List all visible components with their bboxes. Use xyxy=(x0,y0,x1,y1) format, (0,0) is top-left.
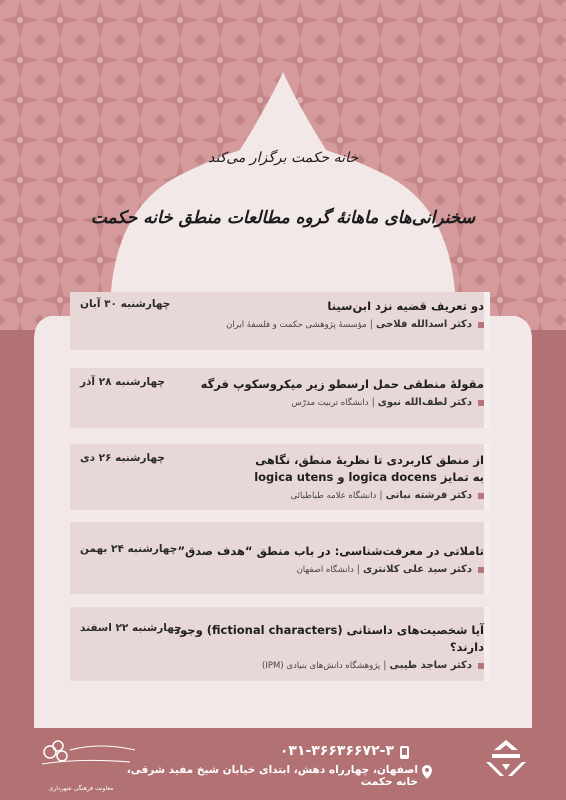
event-speaker: دکتر اسدالله فلاحی|مؤسسهٔ پژوهشی حکمت و فلسفهٔ ایران xyxy=(74,319,492,330)
speaker-affiliation: دانشگاه علامه طباطبائی xyxy=(290,491,377,501)
bullet-square-icon xyxy=(478,322,484,328)
speaker-affiliation: دانشگاه اصفهان xyxy=(296,565,354,575)
event-card-3 xyxy=(74,452,492,501)
event-speaker: دکتر ساجد طیبی|پژوهشگاه دانش‌های بنیادی (IPM) xyxy=(74,660,492,671)
event-card-4 xyxy=(74,543,492,575)
speaker-affiliation: دانشگاه تربیت مدرّس xyxy=(291,398,369,408)
phone-icon xyxy=(400,746,409,759)
event-speaker: دکتر لطف‌الله نبوی|دانشگاه تربیت مدرّس xyxy=(74,397,492,408)
event-speaker: دکتر سید علی کلانتری|دانشگاه اصفهان xyxy=(74,564,492,575)
series-title: سخنرانی‌های ماهانهٔ گروه مطالعات منطق خانه حکمت xyxy=(90,208,476,228)
footer-phone: ۰۳۱-۳۶۶۳۶۶۷۲-۳ xyxy=(279,743,394,759)
speaker-name: دکتر سید علی کلانتری xyxy=(362,564,472,575)
event-date: چهارشنبه ۲۸ آذر xyxy=(80,376,165,388)
event-date: چهارشنبه ۳۰ آبان xyxy=(80,298,171,310)
left-logo-caption: معاونت فرهنگی شهرداری xyxy=(48,785,114,792)
speaker-name: دکتر ساجد طیبی xyxy=(389,660,472,671)
presenter-line: خانه حکمت برگزار می‌کند xyxy=(208,150,358,166)
event-date: چهارشنبه ۲۶ دی xyxy=(80,452,165,464)
event-card-5 xyxy=(74,622,492,671)
event-card-1 xyxy=(74,298,492,330)
event-title: از منطق کاربردی تا نظریهٔ منطق، نگاهی به تمایز logica docens و logica utens xyxy=(254,453,484,484)
event-title: تاملاتی در معرفت‌شناسی: در باب منطق “هدف صدق” xyxy=(177,544,484,558)
bullet-square-icon xyxy=(478,493,484,499)
speaker-affiliation: پژوهشگاه دانش‌های بنیادی (IPM) xyxy=(262,661,381,671)
event-title: دو تعریف قضیه نزد ابن‌سینا xyxy=(327,299,484,313)
footer-address: اصفهان، چهارراه دهش، ابتدای خیابان شیخ مفید شرقی، خانه حکمت xyxy=(126,764,418,788)
event-speaker: دکتر فرشته نباتی|دانشگاه علامه طباطبائی xyxy=(74,490,492,501)
event-date: چهارشنبه ۲۲ اسفند xyxy=(80,622,182,634)
speaker-name: دکتر لطف‌الله نبوی xyxy=(377,397,472,408)
speaker-name: دکتر فرشته نباتی xyxy=(385,490,472,501)
bullet-square-icon xyxy=(478,663,484,669)
event-title: مقولهٔ منطقی حمل ارسطو زیر میکروسکوپ فرگه xyxy=(200,377,484,391)
bullet-square-icon xyxy=(478,400,484,406)
event-date: چهارشنبه ۲۴ بهمن xyxy=(80,543,178,555)
speaker-name: دکتر اسدالله فلاحی xyxy=(375,319,472,330)
event-card-2 xyxy=(74,376,492,408)
speaker-affiliation: مؤسسهٔ پژوهشی حکمت و فلسفهٔ ایران xyxy=(226,320,367,330)
bullet-square-icon xyxy=(478,567,484,573)
event-title: آیا شخصیت‌های داستانی (fictional characters) وجود دارند؟ xyxy=(174,623,484,654)
